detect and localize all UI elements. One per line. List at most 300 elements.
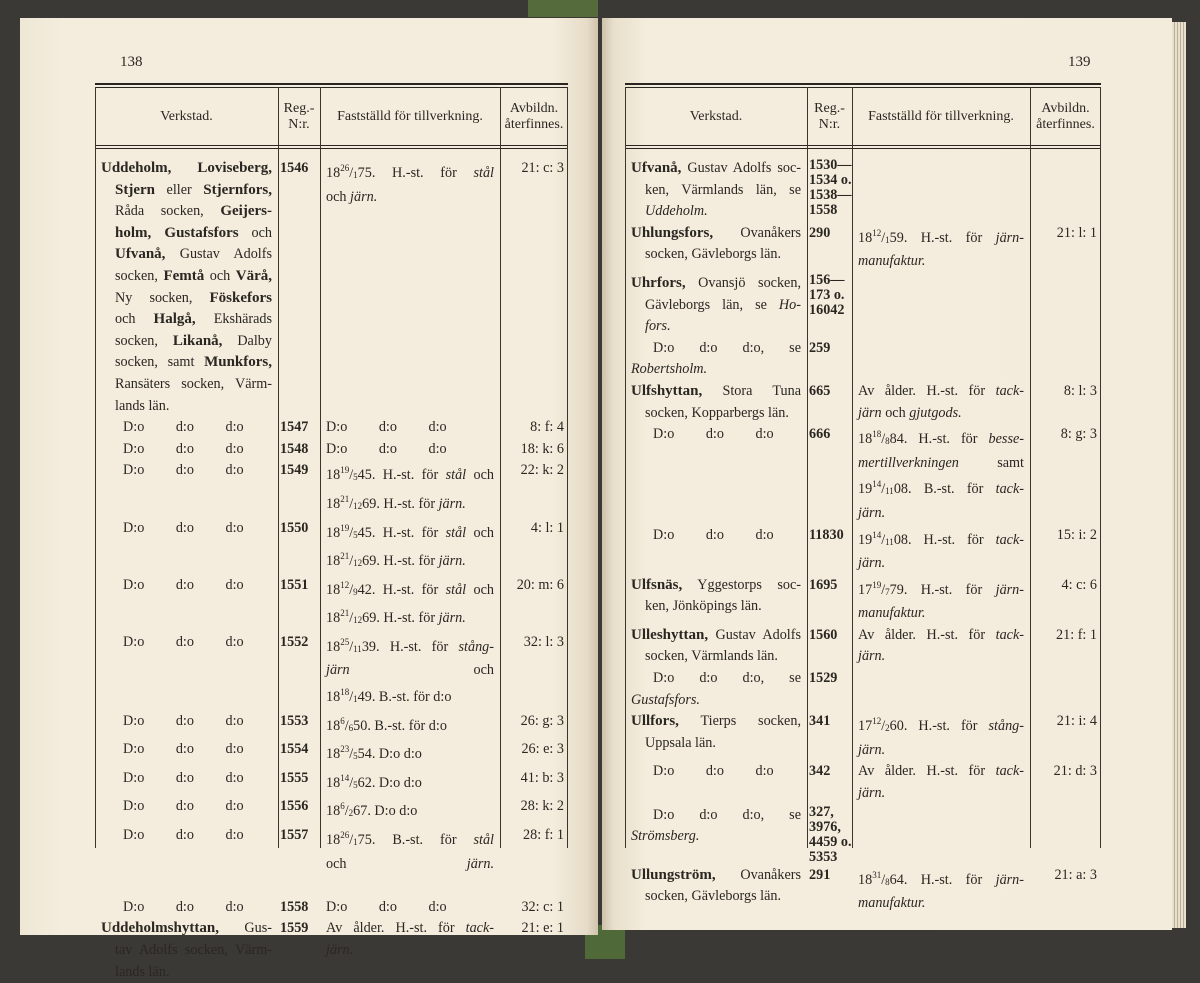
works-name: Femtå — [163, 267, 205, 284]
reg-number-cell — [278, 711, 320, 740]
text-segment: Uppsala län. — [645, 734, 716, 751]
table-row — [95, 460, 568, 517]
approval-cell — [852, 668, 1030, 711]
text-segment: 11 — [885, 486, 894, 497]
text-line — [631, 865, 801, 887]
text-segment: / — [349, 689, 354, 706]
text-segment: 8 — [885, 436, 890, 447]
text-segment: 23 — [340, 744, 350, 755]
text-line — [631, 244, 801, 266]
reg-number: 1548 — [280, 440, 309, 457]
reg-number: 1529 — [809, 670, 838, 687]
reg-number: 1558 — [280, 898, 309, 915]
reg-number-cell — [278, 768, 320, 797]
text-line — [631, 625, 801, 647]
column-header-verkstad — [625, 88, 807, 145]
header-row — [95, 88, 568, 145]
text-segment: D:o d:o d:o — [123, 462, 244, 479]
text-segment: 08. B.-st. för — [893, 481, 996, 498]
text-line — [858, 424, 1024, 453]
text-segment: 6 — [340, 801, 345, 812]
header-line: Verkstad. — [689, 108, 743, 124]
text-segment: Gustav Adolfs soc- — [681, 160, 801, 176]
text-line — [631, 381, 801, 403]
approval-cell — [852, 273, 1030, 338]
works-name: holm, Gustafsfors — [115, 224, 239, 241]
works-name: Ulfshyttan, — [631, 382, 703, 399]
illustration-ref: 18: k: 6 — [520, 440, 564, 457]
reg-number-cell — [278, 518, 320, 575]
text-segment: Gävleborgs län, se — [645, 296, 779, 313]
text-segment: 25 — [340, 636, 350, 647]
reg-number-cell — [278, 739, 320, 768]
text-segment: 50. B.-st. för d:o — [353, 717, 447, 734]
header-line: återfinnes. — [1036, 116, 1095, 132]
reg-number: 1553 — [280, 712, 309, 729]
works-cell — [625, 381, 807, 424]
text-segment: järn- — [995, 229, 1024, 246]
text-segment: Av ålder. H.-st. för — [858, 382, 996, 399]
table-row — [625, 625, 1101, 668]
text-segment: / — [881, 581, 886, 598]
text-line — [101, 739, 272, 761]
illustration-ref: 21: d: 3 — [1053, 763, 1097, 780]
text-segment: Ekshärads — [195, 311, 272, 328]
text-line — [858, 525, 1024, 554]
text-segment: stål — [445, 524, 467, 541]
text-line — [858, 251, 1024, 273]
table-row — [625, 761, 1101, 804]
text-line — [858, 893, 1024, 915]
reg-number-cell — [807, 273, 852, 338]
text-segment: Ovanåkers — [715, 866, 801, 883]
text-segment: stål — [445, 467, 467, 484]
text-segment: 11 — [885, 536, 894, 547]
text-line — [101, 962, 272, 983]
text-segment: Gustafsfors. — [631, 691, 700, 708]
text-segment: 5 — [353, 779, 358, 790]
text-line — [326, 875, 494, 897]
illustration-ref — [1030, 273, 1101, 338]
text-segment: 1 — [353, 837, 358, 848]
works-cell — [625, 424, 807, 524]
table-row — [625, 424, 1101, 524]
illustration-ref: 21: f: 1 — [1056, 626, 1097, 643]
text-segment: 19 — [340, 522, 350, 533]
text-line — [858, 603, 1024, 625]
text-line — [631, 711, 801, 733]
approval-cell — [320, 417, 500, 439]
text-line — [631, 338, 801, 360]
text-line — [631, 295, 801, 317]
text-line — [326, 489, 494, 518]
reg-number-cell — [278, 918, 320, 983]
text-line — [326, 918, 494, 940]
text-segment: Av ålder. H.-st. för — [858, 626, 996, 643]
reg-number: 1549 — [280, 462, 309, 479]
table-row — [625, 223, 1101, 273]
works-cell — [95, 897, 278, 919]
text-segment: 12 — [872, 227, 882, 238]
text-segment: 18 — [326, 746, 341, 763]
approval-cell — [852, 338, 1030, 381]
text-segment: 26 — [340, 830, 350, 841]
text-line — [858, 625, 1024, 647]
text-segment: järn. — [326, 942, 354, 958]
works-cell — [95, 711, 278, 740]
approval-cell — [852, 145, 1030, 223]
text-line — [101, 460, 272, 482]
header-line: N:r. — [818, 116, 841, 132]
text-segment: järn. — [438, 553, 466, 570]
text-segment: / — [881, 229, 886, 246]
table-row — [95, 739, 568, 768]
reg-number: 11830 — [809, 526, 844, 543]
text-segment: D:o d:o d:o — [123, 712, 244, 729]
text-segment: Ho- — [778, 296, 801, 313]
text-line — [858, 783, 1024, 805]
text-segment: 5 — [353, 751, 358, 762]
text-segment: lands län. — [115, 397, 170, 414]
table-row — [625, 865, 1101, 915]
text-line — [101, 266, 272, 288]
text-line — [326, 682, 494, 711]
reg-number: 666 — [809, 426, 831, 443]
approval-cell — [320, 711, 500, 740]
text-line — [326, 796, 494, 825]
text-segment: / — [881, 531, 886, 548]
reg-number: 1538— — [809, 187, 852, 203]
text-line — [858, 711, 1024, 740]
text-segment: 19 — [858, 481, 873, 498]
illustration-ref: 8: g: 3 — [1060, 426, 1097, 443]
text-segment: D:o d:o d:o — [653, 526, 774, 543]
works-name: Uddeholmshyttan, — [101, 920, 219, 937]
text-segment: 14 — [872, 479, 882, 490]
works-cell — [625, 273, 807, 338]
text-segment: 18 — [326, 553, 341, 570]
text-line — [631, 646, 801, 668]
text-segment: fors. — [645, 318, 671, 335]
text-segment: Yggestorps soc- — [682, 576, 801, 593]
table-row — [625, 338, 1101, 381]
text-segment: 18 — [326, 638, 341, 655]
text-line — [326, 546, 494, 575]
text-segment: Råda socken, — [115, 203, 221, 220]
header-line: Reg.- — [283, 100, 315, 116]
text-segment: och — [881, 404, 910, 421]
text-line — [858, 503, 1024, 525]
text-line — [101, 518, 272, 540]
text-segment: socken, Gävleborgs län. — [645, 246, 782, 263]
text-line — [631, 668, 801, 690]
text-line — [631, 223, 801, 245]
illustration-ref: 28: k: 2 — [520, 798, 564, 815]
header-line: Avbildn. — [509, 100, 559, 116]
illustration-ref: 28: f: 1 — [523, 827, 564, 844]
approval-cell — [320, 918, 500, 983]
text-segment: Strömsberg. — [631, 828, 700, 845]
illustration-ref — [1030, 145, 1101, 223]
approval-cell — [852, 865, 1030, 915]
reg-number-cell — [807, 525, 852, 575]
illustration-ref: 21: c: 3 — [521, 160, 564, 176]
reg-number: 1557 — [280, 827, 309, 844]
text-segment: 18 — [340, 687, 350, 698]
text-line — [101, 244, 272, 266]
text-segment: Dalby — [222, 332, 272, 349]
text-segment: 18 — [326, 689, 341, 706]
text-segment: Tierps socken, — [678, 713, 801, 730]
header-line: N:r. — [288, 116, 310, 132]
text-line — [631, 575, 801, 597]
works-name: Ullungström, — [631, 866, 716, 883]
text-line — [101, 331, 272, 353]
text-segment: socken, — [115, 267, 164, 284]
text-segment: 8 — [885, 876, 890, 887]
text-line — [631, 201, 801, 223]
works-name: Munkfors, — [204, 354, 272, 371]
text-segment: stål — [445, 581, 467, 598]
column-header-faststalld — [320, 88, 500, 145]
approval-cell — [852, 625, 1030, 668]
reg-number: 1560 — [809, 626, 838, 643]
works-name: Ulleshyttan, — [631, 626, 709, 643]
text-line — [326, 768, 494, 797]
approval-cell — [320, 632, 500, 711]
illustration-ref: 22: k: 2 — [520, 462, 564, 479]
works-cell — [95, 796, 278, 825]
text-segment: mertillverkningen — [858, 454, 959, 471]
illustration-ref — [1030, 805, 1101, 865]
works-cell — [95, 918, 278, 983]
illustration-ref: 21: e: 1 — [521, 920, 564, 937]
text-segment: socken, Kopparbergs län. — [645, 404, 789, 421]
works-name: Stjernfors, — [203, 181, 272, 198]
left-page — [20, 18, 598, 980]
header-line: återfinnes. — [504, 116, 564, 132]
approval-cell — [852, 711, 1030, 761]
text-segment: 26 — [340, 163, 350, 173]
text-line — [631, 761, 801, 783]
reg-number-cell — [807, 668, 852, 711]
works-cell — [625, 223, 807, 273]
approval-cell — [320, 897, 500, 919]
reg-number-cell — [278, 897, 320, 919]
header-row — [625, 88, 1101, 145]
text-segment: 1 — [353, 694, 358, 705]
illustration-ref: 41: b: 3 — [520, 769, 564, 786]
text-line — [326, 518, 494, 547]
text-segment: 84. H.-st. för — [889, 431, 989, 448]
reg-number-cell — [807, 381, 852, 424]
text-segment: 17 — [858, 718, 873, 735]
text-segment: 60. H.-st. för — [889, 718, 989, 735]
text-segment: gjutgods. — [909, 404, 962, 421]
text-segment: och — [466, 581, 494, 598]
text-line — [326, 940, 494, 962]
text-line — [101, 711, 272, 733]
text-segment: tack- — [465, 920, 494, 937]
text-segment: 7 — [885, 586, 890, 597]
text-segment: tack- — [995, 626, 1024, 643]
text-segment: D:o d:o d:o — [653, 426, 774, 443]
text-segment: Av ålder. H.-st. för — [858, 763, 996, 780]
illustration-ref: 15: i: 2 — [1056, 526, 1097, 543]
text-segment: 1 — [353, 170, 358, 180]
text-segment: besse- — [988, 431, 1024, 448]
text-segment: Gustav Adolfs — [165, 246, 272, 263]
approval-cell — [852, 575, 1030, 625]
text-segment: ken, Jönköpings län. — [645, 598, 762, 615]
register-grid — [625, 88, 1101, 915]
text-line — [858, 553, 1024, 575]
text-segment: järn — [326, 662, 350, 679]
reg-number-cell — [807, 761, 852, 804]
text-line — [101, 897, 272, 919]
text-line — [631, 525, 801, 547]
text-segment: 69. H.-st. för — [362, 610, 439, 627]
approval-cell — [852, 761, 1030, 804]
reg-number-cell — [278, 825, 320, 897]
illustration-ref: 4: c: 6 — [1061, 576, 1097, 593]
reg-number-cell — [807, 424, 852, 524]
text-segment: tav Adolfs socken, Värm- — [115, 942, 272, 958]
text-segment: / — [349, 553, 354, 570]
approval-cell — [320, 825, 500, 897]
text-segment: 18 — [326, 165, 341, 181]
text-line — [631, 403, 801, 425]
illustration-ref: 20: m: 6 — [516, 576, 564, 593]
approval-cell — [320, 460, 500, 517]
text-segment: 64. H.-st. för — [889, 871, 996, 888]
text-segment: D:o d:o d:o — [123, 576, 244, 593]
text-line — [326, 632, 494, 661]
text-segment: och — [466, 467, 494, 484]
text-line — [101, 575, 272, 597]
works-name: Föskefors — [209, 289, 272, 306]
text-segment: tack- — [995, 531, 1024, 548]
text-line — [326, 603, 494, 632]
text-line — [326, 660, 494, 682]
text-line — [858, 865, 1024, 894]
works-name: Värå, — [235, 267, 272, 284]
text-segment: / — [349, 638, 354, 655]
text-segment: 62. D:o d:o — [357, 774, 422, 791]
reg-number-cell — [278, 796, 320, 825]
approval-cell — [320, 518, 500, 575]
text-segment: 18 — [858, 871, 873, 888]
reg-number: 1534 o. — [809, 172, 852, 188]
header-line: Fastställd för tillverkning. — [337, 108, 483, 124]
illustration-ref: 26: g: 3 — [520, 712, 564, 729]
text-segment: D:o d:o d:o — [123, 769, 244, 786]
table-row — [95, 518, 568, 575]
table-row — [625, 805, 1101, 865]
works-cell — [625, 625, 807, 668]
text-segment: D:o d:o d:o — [326, 898, 447, 915]
reg-number: 1559 — [280, 920, 309, 937]
text-line — [631, 316, 801, 338]
text-segment: 12 — [353, 558, 363, 569]
column-header-reg-nr — [278, 88, 320, 145]
text-segment: 12 — [353, 500, 363, 511]
text-segment: 12 — [353, 615, 363, 626]
text-segment: 18 — [326, 717, 341, 734]
works-cell — [625, 145, 807, 223]
text-line — [858, 575, 1024, 604]
table-row — [95, 918, 568, 983]
reg-number: 1546 — [280, 160, 309, 176]
text-segment: 08. H.-st. för — [893, 531, 996, 548]
text-segment: Ovansjö socken, — [685, 274, 801, 291]
text-segment: stång- — [458, 638, 494, 655]
reg-number: 1555 — [280, 769, 309, 786]
table-row — [625, 525, 1101, 575]
works-cell — [95, 739, 278, 768]
text-line — [101, 309, 272, 331]
text-line — [631, 805, 801, 827]
text-segment: järn. — [858, 785, 886, 802]
reg-number: 1554 — [280, 741, 309, 758]
text-segment: stål — [473, 165, 494, 181]
text-segment: / — [349, 832, 354, 849]
text-segment: 18 — [858, 431, 873, 448]
text-segment: 69. H.-st. för — [362, 553, 439, 570]
approval-cell — [320, 145, 500, 417]
text-segment: 54. D:o d:o — [357, 746, 422, 763]
text-segment: D:o d:o d:o — [123, 741, 244, 758]
header-line: Reg.- — [814, 100, 845, 116]
column-header-faststalld — [852, 88, 1030, 145]
text-segment: 18 — [326, 832, 341, 849]
approval-cell — [320, 739, 500, 768]
text-line — [101, 158, 272, 180]
text-segment: 45. H.-st. för — [357, 524, 446, 541]
text-segment: järn. — [350, 188, 378, 205]
illustration-ref: 32: c: 1 — [521, 898, 564, 915]
text-segment: järn- — [995, 871, 1024, 888]
reg-number: 259 — [809, 339, 831, 356]
text-line — [631, 826, 801, 848]
text-segment: järn — [858, 404, 882, 421]
works-cell — [625, 865, 807, 915]
works-name: Ulfsnäs, — [631, 576, 683, 593]
text-line — [101, 439, 272, 461]
reg-number: 1530— — [809, 157, 852, 173]
text-segment: manufaktur. — [858, 605, 926, 622]
book-spine-top — [528, 0, 598, 17]
works-name: Uddeholm, Loviseberg, — [101, 160, 272, 176]
text-segment: 31 — [872, 869, 882, 880]
text-segment: / — [349, 495, 354, 512]
text-line — [858, 740, 1024, 762]
text-segment: stål — [473, 832, 494, 849]
illustration-ref: 21: a: 3 — [1054, 866, 1097, 883]
text-line — [326, 417, 494, 439]
text-segment: 14 — [340, 772, 350, 783]
text-segment: / — [344, 803, 349, 820]
works-cell — [95, 417, 278, 439]
text-line — [326, 158, 494, 187]
text-segment: och — [115, 311, 154, 328]
text-segment: 18 — [326, 524, 341, 541]
reg-number: 341 — [809, 713, 831, 730]
text-segment: 49. B.-st. för d:o — [357, 689, 452, 706]
text-segment: 19 — [340, 465, 350, 476]
right-page — [602, 18, 1172, 930]
text-segment: och — [238, 224, 272, 241]
